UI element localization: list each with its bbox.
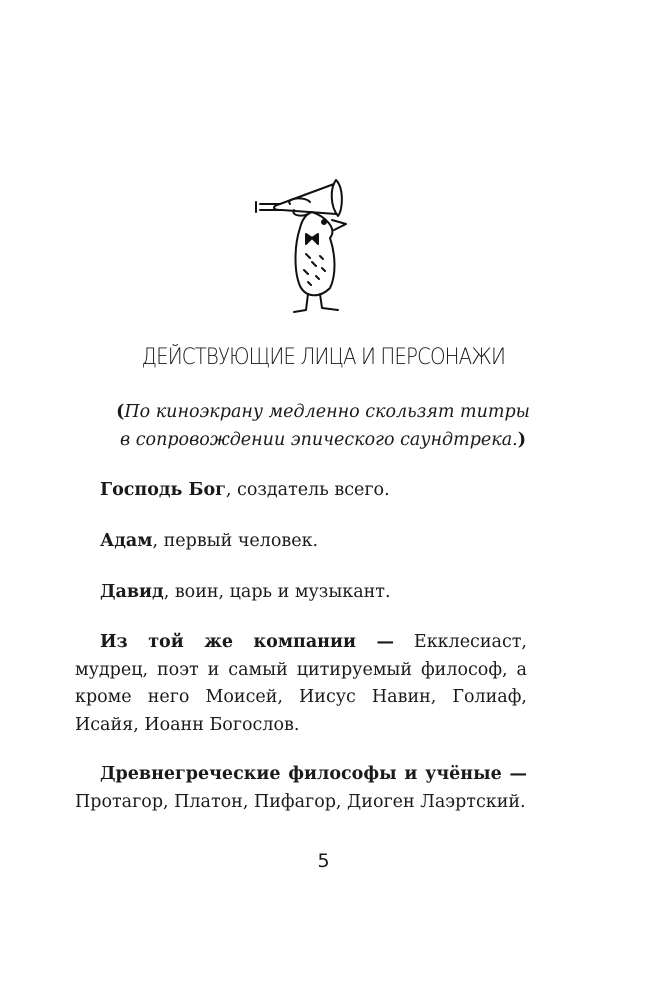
character-description: , создатель всего.: [225, 480, 390, 500]
character-name: Господь Бог: [100, 480, 226, 500]
stage-line-2: в сопровождении эпического саундтрека.: [120, 430, 518, 450]
character-description: Екклесиаст, мудрец, поэт и самый цитируемый философ, а кроме него Моисей, Иисус Навин, Голиаф, Исайя, Иоанн Богослов.: [75, 632, 527, 735]
character-description: , первый человек.: [152, 531, 319, 551]
stage-line-1: По киноэкрану медленно скользят титры: [124, 402, 530, 422]
character-entry: [75, 477, 527, 505]
character-name: Адам: [100, 531, 153, 551]
character-entry: [75, 579, 527, 607]
character-name: Из той же компании —: [100, 632, 394, 652]
page-number: 5: [317, 850, 330, 872]
bird-with-trumpet-icon: [250, 176, 350, 316]
stage-open-paren: (: [116, 402, 125, 422]
character-name: Древнегреческие философы и учёные —: [100, 764, 527, 784]
character-entry: [75, 761, 527, 816]
character-name: Давид: [100, 582, 164, 602]
stage-direction: [88, 398, 558, 454]
page-title: ДЕЙСТВУЮЩИЕ ЛИЦА И ПЕРСОНАЖИ: [141, 345, 506, 370]
character-entry: [75, 629, 527, 739]
stage-close-paren: ): [517, 430, 526, 450]
character-description: Протагор, Платон, Пифагор, Диоген Лаэртский.: [75, 791, 526, 812]
character-description: , воин, царь и музыкант.: [163, 582, 391, 602]
character-entry: [75, 528, 527, 556]
